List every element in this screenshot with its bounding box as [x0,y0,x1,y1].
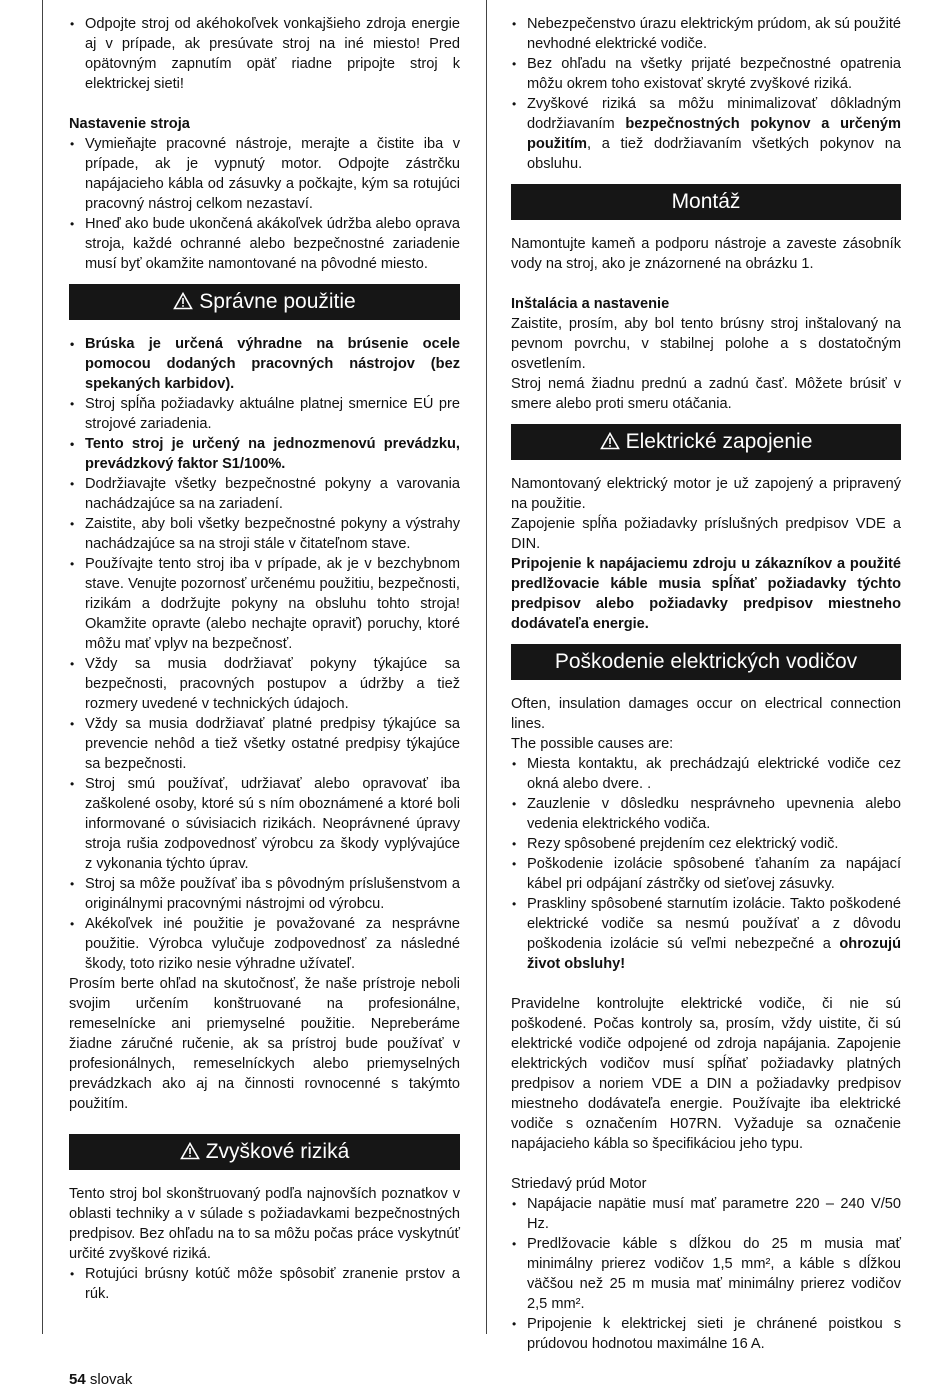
inspection-paragraph: Pravidelne kontrolujte elektrické vodiče, či nie sú poškodené. Počas kontroly sa, prosím, vždy uistite, či sú elektrické vodiče odpojené od zdroja napájania. Zapojenie elektrických vodičov musí spĺňať požiadavky platných predpisov a noriem VDE a DIN a požiadavky predpisov miestneho dodávateľa energie. Používajte iba elektrické vodiče s označením H07RN. Vyžaduje sa označenie napájacieho kábla so špecifikáciou jeho typu. [511,996,901,1152]
electrical-connection-heading [511,424,901,460]
installation-title: Inštalácia a nastavenie [511,296,670,312]
list-item: • Akékoľvek iné použitie je považované za nesprávne použitie. Výrobca vylučuje zodpovednosť za následné škody, toto riziko nesie výhradne užívateľ. [69,914,460,974]
disconnect-list [69,14,460,94]
cable-damage-paragraph-2: The possible causes are: [511,736,674,752]
list-item [511,894,901,974]
risk-text: Zvyškové riziká sa môžu minimalizovať dôkladným dodržiavaním [527,96,901,132]
page-footer [69,1371,132,1388]
list-item: • Stroj smú používať, udržiavať alebo opravovať iba zaškolené osoby, ktoré sú s ním oboznámené a ktoré boli informované o súvisiacich rizikách. Neoprávnené úpravy stroja rušia zodpovednosť výrobcu za škody vyplývajúce z vykonania týchto úprav. [69,774,460,874]
motor-title: Striedavý prúd Motor [511,1176,647,1192]
residual-risks-list [69,1264,460,1304]
list-item: • Stroj spĺňa požiadavky aktuálne platnej smernice EÚ pre strojové zariadenia. [69,394,460,434]
list-item [511,94,901,174]
right-column [511,14,901,1354]
residual-risks-heading-text: Zvyškové riziká [205,1140,350,1163]
list-item: • Hneď ako bude ukončená akákoľvek údržba alebo oprava stroja, každé ochranné alebo bezpečnostné zariadenie musí byť okamžite namontované na pôvodné miesto. [69,214,460,274]
electrical-connection-heading-text: Elektrické zapojenie [625,430,813,453]
cable-damage-heading-text: Poškodenie elektrických vodičov [554,650,858,673]
center-column-rule [486,0,487,1334]
list-item: • Stroj sa môže používať iba s pôvodným príslušenstvom a originálnymi pracovnými nástrojmi od výrobcu. [69,874,460,914]
motor-list [511,1194,901,1354]
list-item: • Poškodenie izolácie spôsobené ťahaním za napájací kábel pri odpájaní zástrčky od sieťovej zásuvky. [511,854,901,894]
list-item: • Používajte tento stroj iba v prípade, ak je v bezchybnom stave. Venujte pozornosť určenému použitiu, bezpečnosti, rizikám a dodržujte pokyny na obsluhu tohto stroja! Okamžite opravte (alebo nechajte opraviť) poruchy, ktoré môžu mať vplyv na bezpečnosť. [69,554,460,654]
list-item: • Predlžovacie káble s dĺžkou do 25 m musia mať minimálny prierez vodičov 1,5 mm², a káble s dĺžkou väčšou než 25 m musia mať minimálny prierez vodičov 2,5 mm². [511,1234,901,1314]
list-item: • Nebezpečenstvo úrazu elektrickým prúdom, ak sú použité nevhodné elektrické vodiče. [511,14,901,54]
damage-text-bold: ohrozujú život obsluhy! [527,936,901,972]
residual-risks-list-continued [511,14,901,174]
list-item: • Tento stroj je určený na jednozmenovú prevádzku, prevádzkový faktor S1/100%. [69,434,460,474]
electrical-paragraph-1: Namontovaný elektrický motor je už zapojený a pripravený na použitie. [511,476,901,512]
warning-triangle-icon [600,426,620,462]
risk-text-end: , a tiež dodržiavaním všetkých pokynov na obsluhu. [527,136,901,172]
damage-text: Praskliny spôsobené starnutím izolácie. Takto poškodené elektrické vodiče sa nesmú používať a z dôvodu poškodenia izolácie sú veľmi nebezpečné a [527,896,901,952]
list-item: • Rezy spôsobené prejdením cez elektrický vodič. [511,834,901,854]
cable-damage-list [511,754,901,974]
list-item: • Zaistite, aby boli všetky bezpečnostné pokyny a výstrahy nachádzajúce sa na stroji stále v čitateľnom stave. [69,514,460,554]
list-item: • Vymieňajte pracovné nástroje, merajte a čistite iba v prípade, ak je vypnutý motor. Odpojte zástrčku napájacieho kábla od zásuvky a počkajte, kým sa rotujúci pracovný nástroj celkom nezastaví. [69,134,460,214]
residual-risks-paragraph: Tento stroj bol skonštruovaný podľa najnovších poznatkov v oblasti techniky a v súlade s požiadavkami bezpečnostných predpisov. Bez ohľadu na to sa môžu počas práce vyskytnúť určité zvyškové riziká. [69,1186,460,1262]
risk-text-bold: bezpečnostných pokynov a určeným použitím [527,116,901,152]
electrical-paragraph-2: Zapojenie spĺňa požiadavky príslušných predpisov VDE a DIN. [511,516,901,552]
electrical-paragraph-3: Pripojenie k napájaciemu zdroju u zákazníkov a použité predlžovacie káble musia spĺňať požiadavky týchto predpisov alebo požiadavky predpisov miestneho dodávateľa energie. [511,556,901,632]
list-item: • Vždy sa musia dodržiavať pokyny týkajúce sa bezpečnosti, pracovných postupov a údržby a tiež rozmery uvedené v technických údajoch. [69,654,460,714]
cable-damage-paragraph-1: Often, insulation damages occur on electrical connection lines. [511,696,901,732]
list-item: • Zauzlenie v dôsledku nesprávneho upevnenia alebo vedenia elektrického vodiča. [511,794,901,834]
correct-use-heading-text: Správne použitie [199,290,356,313]
assembly-heading-text: Montáž [671,190,741,213]
warning-triangle-icon [180,1136,200,1172]
list-item: • Vždy sa musia dodržiavať platné predpisy týkajúce sa prevencie nehôd a tiež všetky ostatné predpisy týkajúce sa bezpečnosti. [69,714,460,774]
list-item: • Brúska je určená výhradne na brúsenie ocele pomocou dodaných pracovných nástrojov (bez spekaných karbidov). [69,334,460,394]
residual-risks-heading [69,1134,460,1170]
installation-paragraph-2: Stroj nemá žiadnu prednú a zadnú časť. Môžete brúsiť v smere alebo proti smeru otáčania. [511,376,901,412]
list-item: • Odpojte stroj od akéhokoľvek vonkajšieho zdroja energie aj v prípade, ak presúvate stroj na iné miesto! Pred opätovným zapnutím opäť riadne pripojte stroj k elektrickej sieti! [69,14,460,94]
intended-use-paragraph: Prosím berte ohľad na skutočnosť, že naše prístroje neboli svojim určením konštruované na profesionálne, remeselnícke ani priemyselné použitie. Nepreberáme žiadne záručné ručenie, ak sa prístroj bude používať v profesionálnych, remeselníckych alebo priemyselných prevádzkach ako aj na činnosti rovnocenné s takýmto použitím. [69,976,460,1112]
list-item: • Rotujúci brúsny kotúč môže spôsobiť zranenie prstov a rúk. [69,1264,460,1304]
left-column-rule [42,0,43,1334]
list-item: • Napájacie napätie musí mať parametre 220 – 240 V/50 Hz. [511,1194,901,1234]
assembly-heading [511,184,901,220]
page-number: 54 [69,1371,86,1388]
footer-language: slovak [89,1371,133,1388]
correct-use-list [69,334,460,974]
setup-title: Nastavenie stroja [69,116,190,132]
left-column [69,14,460,1304]
list-item: • Dodržiavajte všetky bezpečnostné pokyny a varovania nachádzajúce sa na zariadení. [69,474,460,514]
correct-use-heading [69,284,460,320]
list-item: • Miesta kontaktu, ak prechádzajú elektrické vodiče cez okná alebo dvere. . [511,754,901,794]
warning-triangle-icon [173,286,193,322]
list-item: • Pripojenie k elektrickej sieti je chránené poistkou s prúdovou hodnotou maximálne 16 A. [511,1314,901,1354]
installation-paragraph-1: Zaistite, prosím, aby bol tento brúsny stroj inštalovaný na pevnom povrchu, v stabilnej polohe a s dostatočným osvetlením. [511,316,901,372]
cable-damage-heading [511,644,901,680]
setup-list [69,134,460,274]
assembly-paragraph: Namontujte kameň a podporu nástroje a zaveste zásobník vody na stroj, ako je znázornené na obrázku 1. [511,236,901,272]
list-item: • Bez ohľadu na všetky prijaté bezpečnostné opatrenia môžu okrem toho existovať skryté zvyškové riziká. [511,54,901,94]
